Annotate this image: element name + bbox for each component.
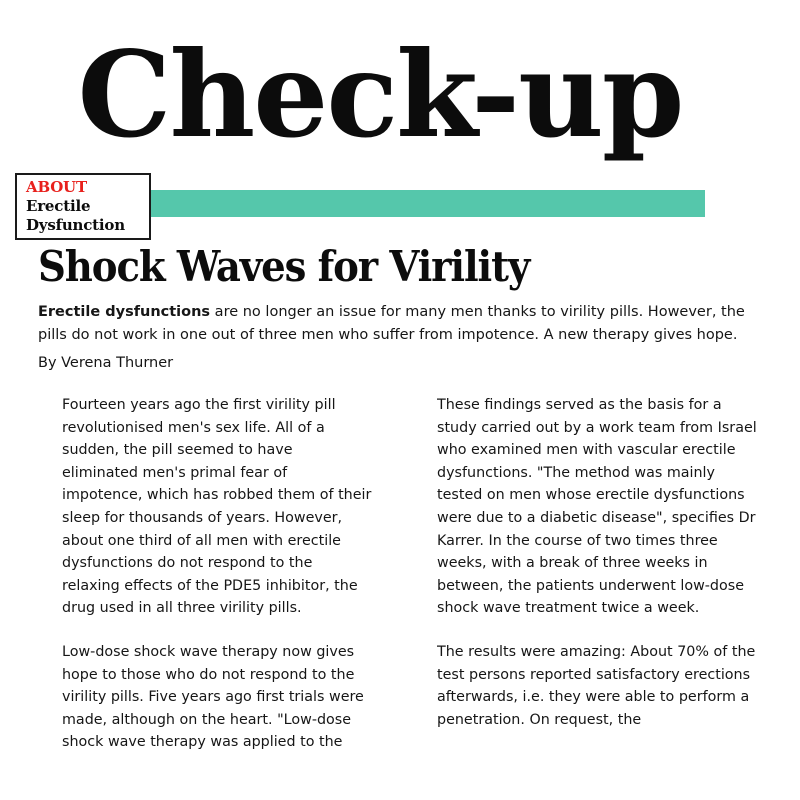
masthead (0, 0, 800, 250)
about-box-kicker: ABOUT (26, 178, 87, 196)
about-box-line-2: Erectile (26, 197, 91, 215)
body-column-right (437, 394, 762, 754)
article-standfirst (38, 301, 768, 347)
body-paragraph: The results were amazing: About 70% of the test persons reported satisfactory erections afterwards, i.e. they were able to perform a penetration. On request, the (437, 643, 756, 728)
article-body (0, 394, 800, 754)
body-paragraph: These findings served as the basis for a study carried out by a work team from Israel who examined men with vascular erectile dysfunctions. "The method was mainly tested on men whose erectile dysfunctions were due to a diabetic disease", specifies Dr Karrer. In the course of two times three weeks, with a break of three weeks in between, the patients underwent low-dose shock wave treatment twice a week. (437, 397, 757, 617)
body-paragraph: Low-dose shock wave therapy now gives hope to those who do not respond to the virility pills. Five years ago first trials were made, although on the heart. "Low-dose shock wave therapy was applied to the (62, 643, 364, 751)
standfirst-lead-in: Erectile dysfunctions (38, 304, 211, 320)
article-headline: Shock Waves for Virility (38, 242, 530, 291)
standfirst-body: are no longer an issue for many men thanks to virility pills. However, the pills do not work in one out of three men who suffer from impotence. A new therapy gives hope. (38, 304, 745, 343)
body-column-left (62, 394, 372, 754)
about-box-line-3: Dysfunction (26, 216, 125, 234)
article-byline: By Verena Thurner (38, 355, 174, 371)
masthead-title: Check-up (77, 25, 683, 164)
about-box (15, 173, 151, 240)
body-paragraph: Fourteen years ago the first virility pill revolutionised men's sex life. All of a sudden, the pill seemed to have eliminated men's primal fear of impotence, which has robbed them of their sleep for thousands of years. However, about one third of all men with erectile dysfunctions do not respond to the relaxing effects of the PDE5 inhibitor, the drug used in all three virility pills. (62, 397, 372, 617)
accent-bar (150, 190, 705, 217)
